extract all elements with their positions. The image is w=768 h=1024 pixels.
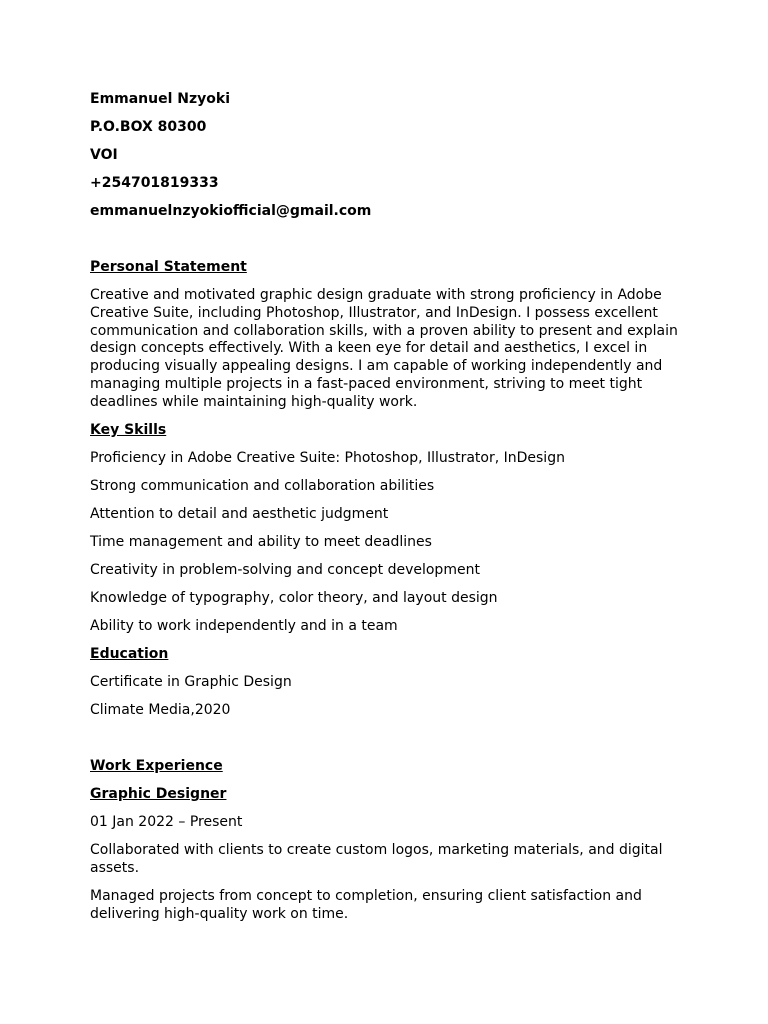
key-skills-section [90, 422, 680, 636]
skill-item: Time management and ability to meet deadlines [90, 534, 432, 551]
education-heading: Education [90, 646, 169, 663]
personal-statement-section [90, 259, 680, 412]
skill-item: Proficiency in Adobe Creative Suite: Photoshop, Illustrator, InDesign [90, 450, 565, 467]
resume-document [90, 91, 680, 934]
skill-item: Knowledge of typography, color theory, and layout design [90, 590, 498, 607]
job-duty: Collaborated with clients to create custom logos, marketing materials, and digital assets. [90, 842, 663, 876]
job-title: Graphic Designer [90, 786, 227, 803]
skill-item: Creativity in problem-solving and concept development [90, 562, 480, 579]
contact-phone: +254701819333 [90, 175, 219, 191]
contact-name: Emmanuel Nzyoki [90, 91, 231, 107]
contact-city: VOI [90, 147, 118, 163]
skill-item: Ability to work independently and in a team [90, 618, 398, 635]
skill-item: Attention to detail and aesthetic judgment [90, 506, 389, 523]
contact-email: emmanuelnzyokiofficial@gmail.com [90, 203, 372, 219]
personal-statement-heading: Personal Statement [90, 259, 247, 275]
personal-statement-text: Creative and motivated graphic design graduate with strong proficiency in Adobe Creative Suite, including Photoshop, Illustrator, and InDesign. I possess excellent communication and collaboration skills, with a proven ability to present and explain design concepts effectively. With a keen eye for detail and aesthetics, I excel in producing visually appealing designs. I am capable of working independently and managing multiple projects in a fast-paced environment, striving to meet tight deadlines while maintaining high-quality work. [90, 287, 678, 410]
skill-item: Strong communication and collaboration abilities [90, 478, 435, 495]
work-experience-heading: Work Experience [90, 758, 223, 775]
education-qualification: Certificate in Graphic Design [90, 674, 292, 691]
work-experience-section [90, 758, 680, 924]
spacer [90, 730, 680, 758]
spacer [90, 231, 680, 259]
job-duty: Managed projects from concept to completion, ensuring client satisfaction and delivering high-quality work on time. [90, 888, 642, 922]
key-skills-heading: Key Skills [90, 422, 167, 439]
job-dates: 01 Jan 2022 – Present [90, 814, 243, 831]
contact-address: P.O.BOX 80300 [90, 119, 207, 135]
education-section [90, 646, 680, 720]
contact-block [90, 91, 680, 221]
education-institution: Climate Media,2020 [90, 702, 231, 719]
